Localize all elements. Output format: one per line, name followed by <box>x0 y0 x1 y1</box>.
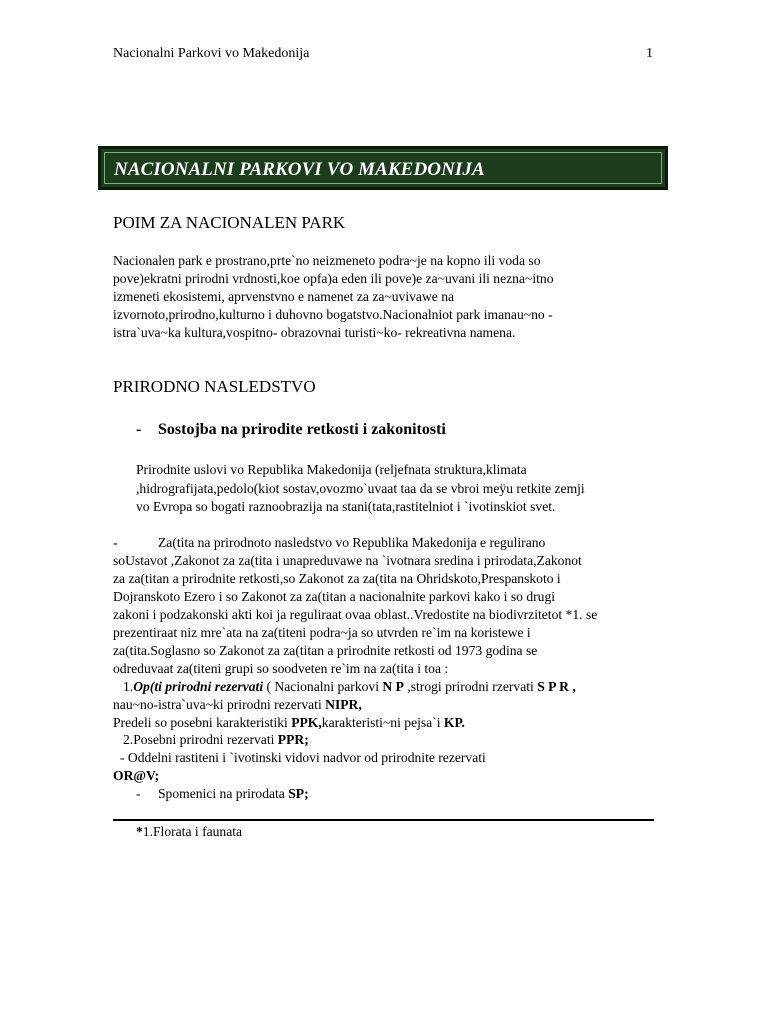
list-item-abbrev: NIPR, <box>325 697 362 712</box>
list-item-text: ,strogi prirodni rzervati <box>403 679 538 694</box>
list-item-continuation <box>113 714 465 732</box>
list-item-abbrev: S P R , <box>537 679 576 694</box>
paragraph-line: pove)ekratni prirodni vrdnosti,koe opfa)a eden ili pove)e za~uvani ili nezna~itno <box>113 271 554 286</box>
running-header-title: Nacionalni Parkovi vo Makedonija <box>113 46 310 61</box>
title-banner <box>98 146 668 190</box>
page-number: 1 <box>646 46 653 61</box>
list-item-text: nau~no-istra`uva~ki prirodni rezervati <box>113 697 326 712</box>
list-item-dash: - <box>136 786 141 801</box>
list-item-text: Predeli so posebni karakteristiki <box>113 715 292 730</box>
paragraph-line: Nacionalen park e prostrano,prte`no neizmeneto podra~je na kopno ili voda so <box>113 253 541 268</box>
list-item-number: 1. <box>123 679 134 694</box>
list-item-abbrev: OR@V; <box>113 768 160 783</box>
subheading: Sostojba na prirodite retkosti i zakonitosti <box>158 421 446 438</box>
paragraph-line: soUstavot ,Zakonot za za(tita i unapreduvawe na `ivotnara sredina i prirodata,Zakonot <box>113 553 582 568</box>
footnote-text: 1.Florata i faunata <box>142 824 243 839</box>
list-item-abbrev: N P <box>382 679 404 694</box>
list-item-bold-term: Op(ti prirodni rezervati <box>133 679 264 694</box>
list-item-text: 2.Posebni prirodni rezervati <box>123 732 278 747</box>
subheading-dash: - <box>136 421 142 438</box>
paragraph-line: prezentiraat niz mre`ata na za(titeni podra~ja so utvrden re`im na koristewe i <box>113 625 531 640</box>
list-item <box>123 731 309 749</box>
footnote-marker: * <box>136 824 143 839</box>
list-item-continuation <box>113 696 362 714</box>
section-heading-nasledstvo: PRIRODNO NASLEDSTVO <box>113 377 316 396</box>
list-item-abbrev: PPR; <box>277 732 309 747</box>
paragraph-line: Za(tita na prirodnoto nasledstvo vo Republika Makedonija e regulirano <box>158 535 546 550</box>
list-item <box>123 678 576 696</box>
paragraph-line: Prirodnite uslovi vo Republika Makedonija (reljefnata struktura,klimata <box>136 462 527 477</box>
list-item-abbrev: KP. <box>443 715 465 730</box>
list-item <box>158 785 309 803</box>
document-title: NACIONALNI PARKOVI VO MAKEDONIJA <box>114 159 485 180</box>
paragraph-line: izvornoto,prirodno,kulturno i duhovno bogatstvo.Nacionalniot park imanau~no - <box>113 307 553 322</box>
paragraph-line: odreduvaat za(titeni grupi so soodveten re`im na za(tita i toa : <box>113 661 449 676</box>
footnote-separator <box>113 819 654 821</box>
list-item-abbrev: PPK, <box>291 715 322 730</box>
paragraph-dash: - <box>113 535 118 550</box>
paragraph-line: vo Evropa so bogati raznoobrazija na stani(tata,rastitelniot i `ivotinskiot svet. <box>136 499 556 514</box>
list-item-text: Spomenici na prirodata <box>158 786 289 801</box>
paragraph-line: za za(titan a prirodnite retkosti,so Zakonot za za(tita na Ohridskoto,Prespanskoto i <box>113 571 561 586</box>
title-banner-inner <box>104 152 662 184</box>
list-item-text: karakteristi~ni pejsa`i <box>321 715 444 730</box>
footnote <box>136 823 242 841</box>
paragraph-line: izmeneti ekosistemi, aprvenstvno e namenet za za~uvivawe na <box>113 289 455 304</box>
paragraph-line: Dojranskoto Ezero i so Zakonot za za(titan a nacionalnite parkovi kako i so drugi <box>113 589 556 604</box>
paragraph-line: za(tita.Soglasno so Zakonot za za(titan a prirodnite retkosti od 1973 godina se <box>113 643 538 658</box>
paragraph-line: ,hidrografijata,pedolo(kiot sostav,ovozmo`uvaat taa da se vbroi meÿu retkite zemji <box>136 481 585 496</box>
list-item-abbrev: SP; <box>288 786 309 801</box>
paragraph-line: zakoni i podzakonski akti koi ja reguliraat ovaa oblast..Vredostite na biodivrzitetot *1. se <box>113 607 598 622</box>
paragraph-line: istra`uva~ka kultura,vospitno- obrazovnai turisti~ko- rekreativna namena. <box>113 325 516 340</box>
list-item-text: ( Nacionalni parkovi <box>263 679 383 694</box>
list-item: - Oddelni rastiteni i `ivotinski vidovi nadvor od prirodnite rezervati <box>120 750 486 765</box>
section-heading-poim: POIM ZA NACIONALEN PARK <box>113 213 346 232</box>
